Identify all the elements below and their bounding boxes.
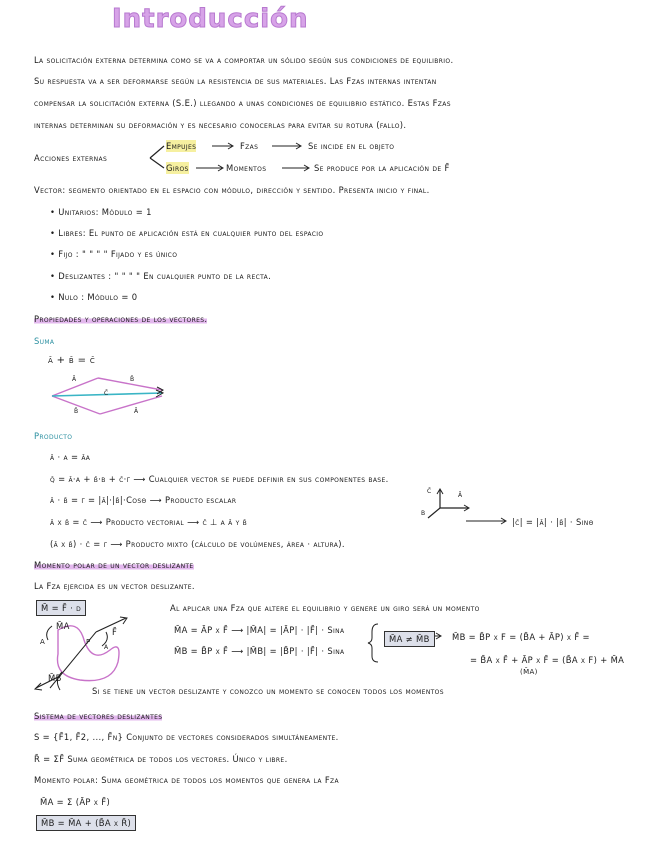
suma-label-b2: b̄ <box>74 405 79 415</box>
empujes-label: Empujes <box>166 141 197 151</box>
momento-res1: M̄B = B̄P x F = (B̄A + ĀP) x F̄ = <box>452 632 590 642</box>
intro-line-4: internas determinan su deformación y es necesario conocerlas para evitar su rotura (fallo). <box>34 120 407 130</box>
tipo-unitarios: • Unitarios: Módulo = 1 <box>50 207 152 217</box>
producto-line-2: q̄ = ā·α + b̄·β + c̄·γ ⟶ Cualquier vector se puede definir en sus componentes base. <box>50 474 389 484</box>
fig-label-alpha: α <box>104 641 109 651</box>
propiedades-heading: Propiedades y operaciones de los vectores. <box>34 314 208 324</box>
page-title: Introducción <box>112 4 309 34</box>
sistema-box-formula: M̄B = M̄A + (B̄A x R̄) <box>36 815 136 831</box>
intro-line-3: compensar la solicitación externa (S.E.) llegando a unas condiciones de equilibrio estático. Estas Fzas <box>34 98 451 108</box>
intro-line-1: La solicitación externa determina como se va a comportar un sólido según sus condiciones de equilibrio. <box>34 55 454 65</box>
giros-desc: Se produce por la aplicación de F̄ <box>314 163 450 173</box>
momento-cond: M̄A ≠ M̄B <box>384 631 435 647</box>
producto-line-3: ā · b̄ = γ = |ā|·|b̄|·Cosθ ⟶ Producto escalar <box>50 495 237 505</box>
tipo-nulo: • Nulo : Módulo = 0 <box>50 292 138 302</box>
empujes-desc: Se incide en el objeto <box>308 141 395 151</box>
axis-label-a: ā <box>458 489 463 499</box>
intro-line-2: Su respuesta va a ser deformarse según la resistencia de sus materiales. Las Fzas internas intentan <box>34 76 437 86</box>
axis-label-c: c̄ <box>427 485 432 495</box>
sistema-line-2: R̄ = ΣF̄ Suma geométrica de todos los vectores. Único y libre. <box>34 754 288 764</box>
momento-res2: = B̄A x F̄ + ĀP x F̄ = (B̄A x F) + M̄A <box>470 655 625 665</box>
vector-definition: Vector: segmento orientado en el espacio con módulo, dirección y sentido. Presenta inicio y final. <box>34 185 430 195</box>
sistema-line-4: M̄A = Σ (ĀP x F̄) <box>40 797 111 807</box>
suma-label-c: c̄ <box>104 387 109 397</box>
axis-label-b: b <box>421 507 426 517</box>
momento-res-note: (M̄A) <box>520 668 538 676</box>
momentos-label: Momentos <box>226 163 267 173</box>
sistema-heading: Sistema de vectores deslizantes <box>34 711 163 721</box>
suma-formula: ā + b̄ = c̄ <box>48 355 96 366</box>
fzas-label: Fzas <box>240 141 259 151</box>
producto-line-1: ā · α = āα <box>50 452 91 462</box>
suma-label-a2: ā <box>134 405 139 415</box>
tipo-libres: • Libres: El punto de aplicación está en cualquier punto del espacio <box>50 228 324 238</box>
momento-conclusion: Si se tiene un vector deslizante y conozco un momento se conocen todos los momentos <box>92 686 444 696</box>
fig-label-p: P <box>86 638 91 646</box>
momento-eq2: M̄B = B̄P x F̄ ⟶ |M̄B| = |B̄P| · |F̄| · Sinα <box>174 646 345 656</box>
momento-heading: Momento polar de un vector deslizante <box>34 560 194 570</box>
momento-desc: Al aplicar una Fza que altere el equilibrio y genere un giro será un momento <box>170 603 480 613</box>
producto-line-4: ā x b̄ = c̄ ⟶ Producto vectorial ⟶ c̄ ⊥ a ā y b̄ <box>50 517 248 527</box>
suma-heading: Suma <box>34 336 55 346</box>
fig-label-mb: M̄B <box>48 673 62 683</box>
acciones-label: Acciones externas <box>34 153 108 163</box>
fig-label-a: A <box>40 638 46 646</box>
sistema-line-1: S = {F̄1, F̄2, ..., F̄n} Conjunto de vectores considerados simultáneamente. <box>34 732 339 742</box>
momento-box-formula: M̄ = F̄ · d <box>36 600 86 616</box>
suma-label-b: b̄ <box>130 373 135 383</box>
sistema-line-3: Momento polar: Suma geométrica de todos los momentos que genera la Fza <box>34 775 339 785</box>
fig-label-ma: M̄A <box>56 621 70 631</box>
fig-label-f: F̄ <box>112 627 118 637</box>
momento-intro: La Fza ejercida es un vector deslizante. <box>34 581 195 591</box>
momento-eq1: M̄A = ĀP x F̄ ⟶ |M̄A| = |ĀP| · |F̄| · Sinα <box>174 625 345 635</box>
producto-modulo: |c̄| = |ā| · |b̄| · Sinθ <box>512 517 594 527</box>
tipo-deslizantes: • Deslizantes : " " " " En cualquier punto de la recta. <box>50 271 272 281</box>
suma-label-a: ā <box>72 373 77 383</box>
giros-label: Giros <box>166 163 189 173</box>
producto-heading: Producto <box>34 431 73 441</box>
tipo-fijo: • Fijo : " " " " Fijado y es único <box>50 249 178 259</box>
producto-line-5: (ā x b̄) · c̄ = γ ⟶ Producto mixto (cálculo de volúmenes, área · altura). <box>50 539 345 549</box>
